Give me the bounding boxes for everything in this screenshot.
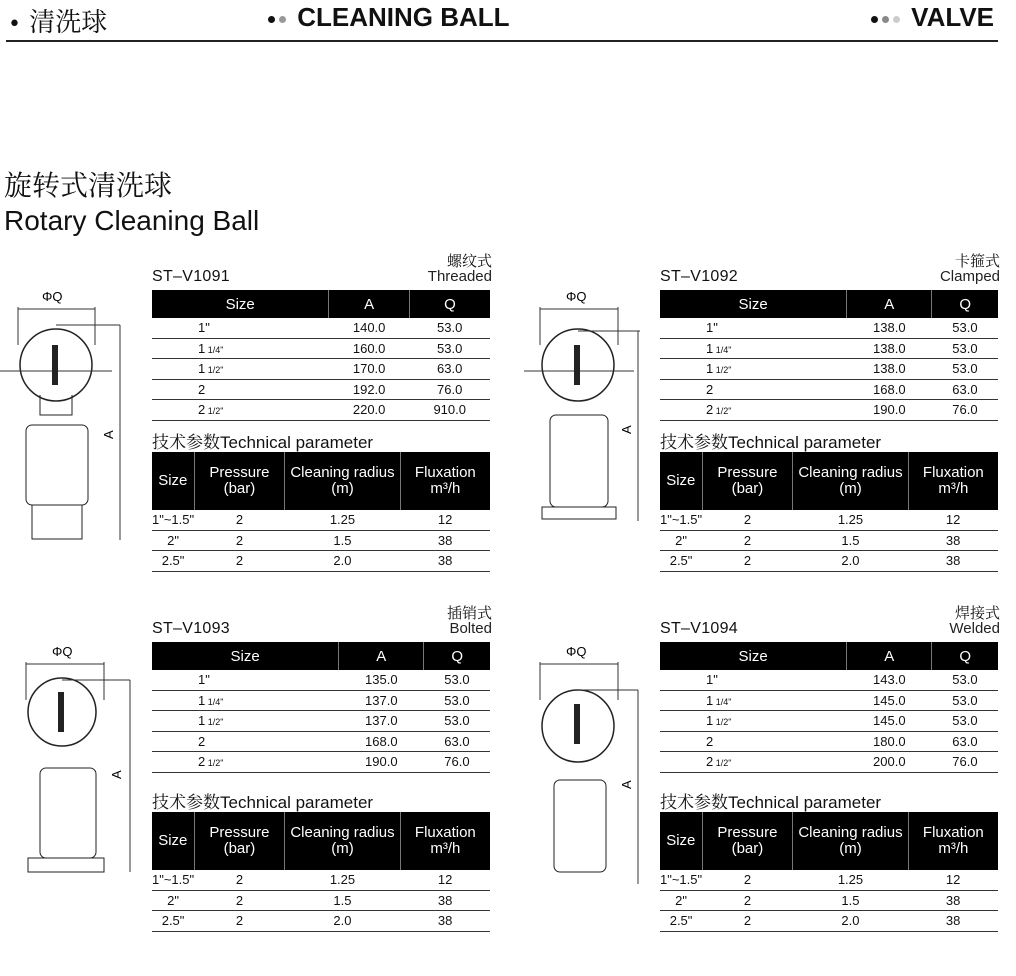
bullet-dot: • <box>8 12 21 37</box>
model-number: ST–V1094 <box>660 620 739 637</box>
technical-parameter-title: 技术参数Technical parameter <box>152 793 374 812</box>
column-header: Cleaning radius (m) <box>793 452 908 510</box>
size-whole: 2 <box>198 754 206 770</box>
table-row <box>660 670 998 690</box>
table-cell: 38 <box>908 530 998 551</box>
phi-q-label: ΦQ <box>566 644 587 659</box>
dot-icon <box>893 16 900 23</box>
size-cell <box>660 690 847 711</box>
table-cell: 2" <box>152 530 194 551</box>
column-header: Cleaning radius (m) <box>285 812 400 870</box>
a-cell: 160.0 <box>329 338 410 359</box>
table-cell: 38 <box>400 911 490 932</box>
size-whole: 1" <box>198 320 210 336</box>
table-row <box>660 870 998 890</box>
a-label: A <box>109 770 124 779</box>
connection-type-en: Welded <box>949 620 1000 637</box>
q-cell: 76.0 <box>424 752 490 773</box>
table-row <box>152 870 490 890</box>
table-header-row <box>660 452 998 510</box>
size-cell <box>660 731 847 752</box>
technical-parameter-table <box>660 812 998 932</box>
table-cell: 38 <box>908 890 998 911</box>
phi-q-label: ΦQ <box>42 289 63 304</box>
connection-type-zh: 螺纹式 <box>446 253 492 270</box>
size-fraction: 1/4" <box>205 696 224 707</box>
q-cell: 76.0 <box>932 752 998 773</box>
size-cell <box>660 400 847 421</box>
header-rule <box>6 40 998 42</box>
q-cell: 910.0 <box>409 400 490 421</box>
column-header: Fluxation m³/h <box>908 812 998 870</box>
table-cell: 2.5" <box>152 551 194 572</box>
a-cell: 138.0 <box>847 338 932 359</box>
size-cell <box>152 338 329 359</box>
column-header: Size <box>660 642 847 670</box>
table-cell: 2 <box>702 890 793 911</box>
connection-type-en: Threaded <box>427 268 492 285</box>
spec-block <box>152 602 492 942</box>
header-left-text: 清洗球 <box>29 8 108 38</box>
size-whole: 2 <box>706 733 714 749</box>
q-cell: 63.0 <box>932 379 998 400</box>
table-row <box>152 731 490 752</box>
size-cell <box>152 318 329 338</box>
table-cell: 38 <box>400 530 490 551</box>
a-cell: 200.0 <box>847 752 932 773</box>
a-cell: 145.0 <box>847 690 932 711</box>
phi-q-label: ΦQ <box>52 644 73 659</box>
table-cell: 1.5 <box>285 890 400 911</box>
size-fraction: 1/4" <box>205 344 224 355</box>
size-whole: 2 <box>198 381 206 397</box>
column-header: Pressure (bar) <box>194 812 285 870</box>
size-fraction: 1/2" <box>713 365 732 376</box>
a-cell: 190.0 <box>847 400 932 421</box>
table-row <box>152 690 490 711</box>
model-number: ST–V1091 <box>152 268 231 285</box>
table-cell: 2 <box>702 551 793 572</box>
dimension-table <box>152 290 490 421</box>
table-cell: 12 <box>908 510 998 530</box>
table-cell: 2.5" <box>660 911 702 932</box>
q-cell: 53.0 <box>932 318 998 338</box>
a-cell: 190.0 <box>339 752 424 773</box>
table-row <box>152 670 490 690</box>
table-row <box>660 890 998 911</box>
q-cell: 53.0 <box>424 670 490 690</box>
table-row <box>660 731 998 752</box>
table-cell: 1"~1.5" <box>660 870 702 890</box>
table-header-row <box>660 812 998 870</box>
table-cell: 38 <box>908 551 998 572</box>
column-header: A <box>339 642 424 670</box>
column-header: Q <box>932 642 998 670</box>
size-cell <box>152 379 329 400</box>
q-cell: 53.0 <box>932 690 998 711</box>
connection-type-zh: 焊接式 <box>954 605 1000 622</box>
table-row <box>152 911 490 932</box>
drawing-threaded <box>0 285 150 545</box>
table-cell: 2.5" <box>152 911 194 932</box>
table-cell: 38 <box>908 911 998 932</box>
table-cell: 1.25 <box>285 510 400 530</box>
table-row <box>660 690 998 711</box>
connection-type-en: Clamped <box>939 268 1000 285</box>
table-row <box>660 911 998 932</box>
table-cell: 2 <box>702 510 793 530</box>
size-whole: 1 <box>198 692 206 708</box>
size-cell <box>152 400 329 421</box>
a-cell: 138.0 <box>847 318 932 338</box>
table-cell: 1"~1.5" <box>660 510 702 530</box>
size-cell <box>152 670 339 690</box>
technical-parameter-table <box>152 452 490 572</box>
table-cell: 1.5 <box>285 530 400 551</box>
size-cell <box>152 711 339 732</box>
a-cell: 170.0 <box>329 359 410 380</box>
column-header: Size <box>152 812 194 870</box>
section-title-zh: 旋转式清洗球 <box>4 170 173 201</box>
a-cell: 137.0 <box>339 690 424 711</box>
column-header: Q <box>932 290 998 318</box>
column-header: Pressure (bar) <box>194 452 285 510</box>
table-row <box>660 400 998 421</box>
size-fraction: 1/2" <box>205 406 224 417</box>
a-cell: 168.0 <box>847 379 932 400</box>
dimension-table <box>152 642 490 773</box>
size-fraction: 1/2" <box>205 365 224 376</box>
table-row <box>152 711 490 732</box>
table-cell: 12 <box>400 510 490 530</box>
table-row <box>152 551 490 572</box>
size-cell <box>660 318 847 338</box>
q-cell: 76.0 <box>932 400 998 421</box>
table-cell: 2.0 <box>285 551 400 572</box>
section-title-en: Rotary Cleaning Ball <box>4 205 260 236</box>
size-cell <box>152 690 339 711</box>
table-row <box>660 530 998 551</box>
model-number: ST–V1092 <box>660 268 739 285</box>
spec-block <box>660 602 1000 942</box>
table-row <box>152 338 490 359</box>
q-cell: 53.0 <box>424 690 490 711</box>
table-cell: 2 <box>194 911 285 932</box>
q-cell: 53.0 <box>932 338 998 359</box>
table-row <box>660 752 998 773</box>
column-header: Size <box>660 812 702 870</box>
connection-type-en: Bolted <box>449 620 492 637</box>
size-cell <box>660 359 847 380</box>
size-fraction: 1/2" <box>205 758 224 769</box>
column-header: A <box>847 642 932 670</box>
column-header: Fluxation m³/h <box>400 452 490 510</box>
size-whole: 1 <box>706 713 714 729</box>
table-cell: 1.25 <box>285 870 400 890</box>
table-cell: 2 <box>702 530 793 551</box>
table-row <box>660 510 998 530</box>
size-cell <box>660 670 847 690</box>
table-header-row <box>152 812 490 870</box>
size-whole: 1 <box>198 361 206 377</box>
column-header: A <box>847 290 932 318</box>
size-whole: 1" <box>706 320 718 336</box>
table-cell: 1.25 <box>793 510 908 530</box>
q-cell: 53.0 <box>424 711 490 732</box>
size-fraction: 1/2" <box>713 717 732 728</box>
phi-q-label: ΦQ <box>566 289 587 304</box>
table-cell: 2.5" <box>660 551 702 572</box>
table-cell: 2 <box>194 890 285 911</box>
spec-block <box>152 250 492 590</box>
size-fraction: 1/4" <box>713 344 732 355</box>
drawing-welded <box>510 640 660 890</box>
size-cell <box>152 731 339 752</box>
a-cell: 140.0 <box>329 318 410 338</box>
table-header-row <box>660 642 998 670</box>
size-cell <box>152 359 329 380</box>
dot-icon <box>882 16 889 23</box>
column-header: A <box>329 290 410 318</box>
table-cell: 1.25 <box>793 870 908 890</box>
q-cell: 63.0 <box>424 731 490 752</box>
size-whole: 1" <box>198 672 210 688</box>
table-cell: 2.0 <box>793 551 908 572</box>
table-row <box>152 510 490 530</box>
connection-type-zh: 插销式 <box>446 605 492 622</box>
size-cell <box>152 752 339 773</box>
column-header: Q <box>424 642 490 670</box>
table-cell: 2 <box>702 870 793 890</box>
a-label: A <box>619 780 634 789</box>
table-cell: 2 <box>194 510 285 530</box>
q-cell: 63.0 <box>409 359 490 380</box>
size-cell <box>660 379 847 400</box>
drawing-bolted <box>0 640 150 890</box>
table-row <box>152 400 490 421</box>
column-header: Pressure (bar) <box>702 452 793 510</box>
q-cell: 63.0 <box>932 731 998 752</box>
a-cell: 135.0 <box>339 670 424 690</box>
column-header: Cleaning radius (m) <box>793 812 908 870</box>
table-header-row <box>660 290 998 318</box>
technical-parameter-title: 技术参数Technical parameter <box>152 433 374 452</box>
size-fraction: 1/2" <box>205 717 224 728</box>
table-row <box>152 752 490 773</box>
table-row <box>660 551 998 572</box>
page-header <box>0 0 1016 44</box>
column-header: Size <box>660 452 702 510</box>
dot-icon <box>279 16 286 23</box>
column-header: Fluxation m³/h <box>400 812 490 870</box>
size-whole: 1 <box>198 713 206 729</box>
header-middle-text: CLEANING BALL <box>297 2 510 32</box>
table-row <box>660 318 998 338</box>
column-header: Q <box>409 290 490 318</box>
table-cell: 2.0 <box>285 911 400 932</box>
a-label: A <box>619 425 634 434</box>
technical-parameter-table <box>660 452 998 572</box>
q-cell: 53.0 <box>932 711 998 732</box>
size-whole: 1 <box>706 340 714 356</box>
q-cell: 53.0 <box>409 338 490 359</box>
size-whole: 2 <box>706 402 714 418</box>
table-cell: 1"~1.5" <box>152 510 194 530</box>
size-fraction: 1/2" <box>713 758 732 769</box>
table-cell: 1.5 <box>793 890 908 911</box>
table-cell: 2 <box>194 551 285 572</box>
column-header: Fluxation m³/h <box>908 452 998 510</box>
size-whole: 2 <box>706 381 714 397</box>
size-cell <box>660 711 847 732</box>
technical-parameter-title: 技术参数Technical parameter <box>660 433 882 452</box>
table-cell: 1.5 <box>793 530 908 551</box>
section-title <box>4 168 259 238</box>
q-cell: 53.0 <box>409 318 490 338</box>
table-row <box>660 711 998 732</box>
table-cell: 2" <box>660 890 702 911</box>
table-row <box>152 379 490 400</box>
dimension-table <box>660 642 998 773</box>
size-whole: 2 <box>706 754 714 770</box>
a-label: A <box>101 430 116 439</box>
dot-icon <box>268 16 275 23</box>
size-cell <box>660 338 847 359</box>
table-cell: 2" <box>660 530 702 551</box>
table-row <box>152 530 490 551</box>
table-cell: 12 <box>908 870 998 890</box>
table-header-row <box>152 642 490 670</box>
table-cell: 2 <box>194 870 285 890</box>
q-cell: 76.0 <box>409 379 490 400</box>
table-cell: 38 <box>400 551 490 572</box>
table-row <box>152 359 490 380</box>
column-header: Cleaning radius (m) <box>285 452 400 510</box>
table-cell: 2.0 <box>793 911 908 932</box>
a-cell: 168.0 <box>339 731 424 752</box>
a-cell: 180.0 <box>847 731 932 752</box>
q-cell: 53.0 <box>932 670 998 690</box>
size-whole: 1 <box>198 340 206 356</box>
a-cell: 192.0 <box>329 379 410 400</box>
drawing-clamped <box>510 285 660 545</box>
table-cell: 38 <box>400 890 490 911</box>
table-cell: 12 <box>400 870 490 890</box>
dot-icon <box>871 16 878 23</box>
table-cell: 2 <box>194 530 285 551</box>
size-whole: 2 <box>198 402 206 418</box>
model-number: ST–V1093 <box>152 620 231 637</box>
header-right-text: VALVE <box>911 2 994 32</box>
table-row <box>660 338 998 359</box>
table-cell: 2" <box>152 890 194 911</box>
a-cell: 138.0 <box>847 359 932 380</box>
table-row <box>660 359 998 380</box>
a-cell: 220.0 <box>329 400 410 421</box>
a-cell: 143.0 <box>847 670 932 690</box>
column-header: Size <box>152 452 194 510</box>
column-header: Size <box>152 290 329 318</box>
table-header-row <box>152 290 490 318</box>
header-right <box>871 2 994 33</box>
q-cell: 53.0 <box>932 359 998 380</box>
spec-block <box>660 250 1000 590</box>
table-cell: 1"~1.5" <box>152 870 194 890</box>
size-fraction: 1/4" <box>713 696 732 707</box>
size-whole: 1 <box>706 361 714 377</box>
a-cell: 145.0 <box>847 711 932 732</box>
header-left <box>8 2 107 39</box>
table-row <box>660 379 998 400</box>
size-whole: 2 <box>198 733 206 749</box>
size-whole: 1" <box>706 672 718 688</box>
dimension-table <box>660 290 998 421</box>
table-row <box>152 318 490 338</box>
table-cell: 2 <box>702 911 793 932</box>
column-header: Size <box>660 290 847 318</box>
size-whole: 1 <box>706 692 714 708</box>
table-header-row <box>152 452 490 510</box>
table-row <box>152 890 490 911</box>
size-cell <box>660 752 847 773</box>
size-fraction: 1/2" <box>713 406 732 417</box>
column-header: Size <box>152 642 339 670</box>
a-cell: 137.0 <box>339 711 424 732</box>
technical-parameter-title: 技术参数Technical parameter <box>660 793 882 812</box>
header-middle <box>268 2 510 33</box>
column-header: Pressure (bar) <box>702 812 793 870</box>
connection-type-zh: 卡箍式 <box>954 253 1000 270</box>
technical-parameter-table <box>152 812 490 932</box>
